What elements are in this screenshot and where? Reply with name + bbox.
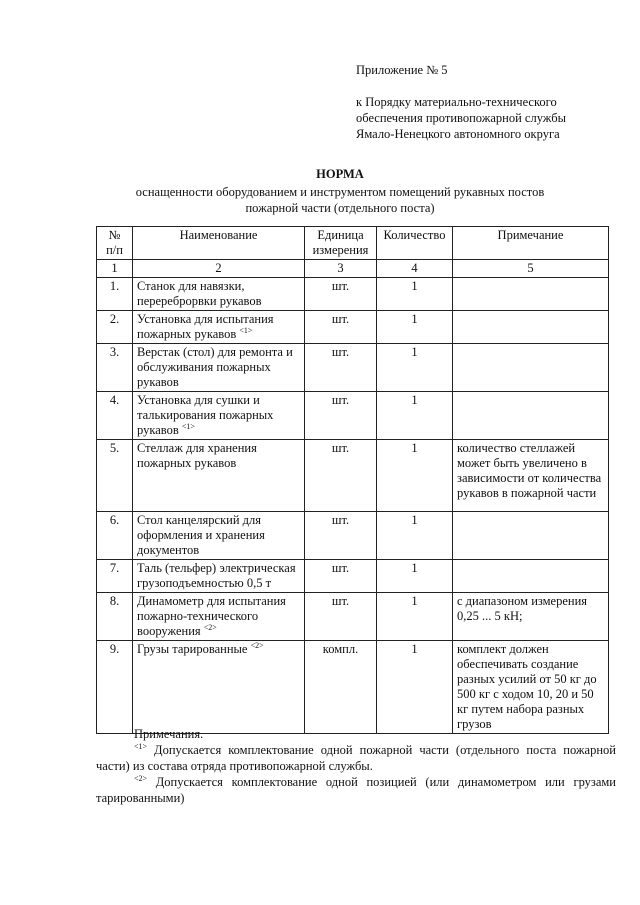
appendix-title: Приложение № 5	[356, 63, 448, 77]
row-unit: шт.	[305, 344, 377, 392]
document-heading	[110, 166, 570, 216]
row-number: 6.	[97, 512, 133, 560]
appendix-block	[356, 62, 566, 142]
row-name: Стол канцелярский для оформления и хранения документов	[133, 512, 305, 560]
row-quantity: 1	[377, 560, 453, 593]
row-note: количество стеллажей может быть увеличено в зависимости от количества рукавов в пожарной части	[453, 440, 609, 512]
appendix-line: обеспечения противопожарной службы	[356, 111, 567, 125]
table-row	[97, 593, 609, 641]
document-subtitle: пожарной части (отдельного поста)	[245, 201, 435, 215]
appendix-line: Ямало-Ненецкого автономного округа	[356, 127, 560, 141]
footnote-marker: <1>	[134, 741, 148, 751]
column-index: 2	[133, 260, 305, 278]
row-quantity: 1	[377, 344, 453, 392]
footnote-marker: <2>	[250, 640, 264, 650]
document-title: НОРМА	[316, 167, 364, 181]
header-unit: Единица измерения	[305, 227, 377, 260]
row-number: 3.	[97, 344, 133, 392]
notes-title: Примечания.	[134, 727, 204, 741]
row-note: с диапазоном измерения 0,25 ... 5 кН;	[453, 593, 609, 641]
footnote-marker: <1>	[181, 421, 195, 431]
row-name: Таль (тельфер) электрическая грузоподъемностью 0,5 т	[133, 560, 305, 593]
table-row	[97, 278, 609, 311]
row-number: 1.	[97, 278, 133, 311]
row-quantity: 1	[377, 278, 453, 311]
column-index: 1	[97, 260, 133, 278]
row-unit: шт.	[305, 392, 377, 440]
row-note	[453, 278, 609, 311]
header-qty: Количество	[377, 227, 453, 260]
row-unit: шт.	[305, 560, 377, 593]
row-quantity: 1	[377, 311, 453, 344]
row-unit: шт.	[305, 440, 377, 512]
row-quantity: 1	[377, 392, 453, 440]
row-quantity: 1	[377, 641, 453, 734]
row-quantity: 1	[377, 440, 453, 512]
row-number: 4.	[97, 392, 133, 440]
row-note: комплект должен обеспечивать создание разных усилий от 50 кг до 500 кг с ходом 10, 20 и 50 кг путем набора разных грузов	[453, 641, 609, 734]
appendix-line: к Порядку материально-технического	[356, 95, 557, 109]
row-unit: компл.	[305, 641, 377, 734]
table-header-row	[97, 227, 609, 260]
row-unit: шт.	[305, 311, 377, 344]
table-row	[97, 311, 609, 344]
row-note	[453, 392, 609, 440]
row-number: 2.	[97, 311, 133, 344]
row-quantity: 1	[377, 593, 453, 641]
row-name: Грузы тарированные $^{<2>}$	[133, 641, 305, 734]
table-row	[97, 560, 609, 593]
column-index: 5	[453, 260, 609, 278]
row-unit: шт.	[305, 593, 377, 641]
table-row	[97, 641, 609, 734]
table-row	[97, 392, 609, 440]
document-subtitle: оснащенности оборудованием и инструментом помещений рукавных постов	[135, 185, 545, 199]
row-name: Станок для навязки, перереброрвки рукавов	[133, 278, 305, 311]
column-index: 4	[377, 260, 453, 278]
row-name: Установка для испытания пожарных рукавов $^{<1>}$	[133, 311, 305, 344]
row-number: 7.	[97, 560, 133, 593]
table-row	[97, 512, 609, 560]
row-note	[453, 560, 609, 593]
row-number: 9.	[97, 641, 133, 734]
note-item: $^{<1>}$ Допускается комплектование одной пожарной части (отдельного поста пожарной части) из состава отряда противопожарной службы.	[96, 741, 616, 773]
row-quantity: 1	[377, 512, 453, 560]
footnote-marker: <2>	[134, 773, 148, 783]
footnote-marker: <1>	[239, 325, 253, 335]
column-index-row	[97, 260, 609, 278]
row-name: Динамометр для испытания пожарно-технического вооружения $^{<2>}$	[133, 593, 305, 641]
row-name: Стеллаж для хранения пожарных рукавов	[133, 440, 305, 512]
row-unit: шт.	[305, 278, 377, 311]
row-note	[453, 512, 609, 560]
table-body	[97, 278, 609, 734]
header-note: Примечание	[453, 227, 609, 260]
row-number: 8.	[97, 593, 133, 641]
column-index: 3	[305, 260, 377, 278]
row-unit: шт.	[305, 512, 377, 560]
row-note	[453, 311, 609, 344]
footnote-marker: <2>	[203, 622, 217, 632]
norm-table	[96, 226, 609, 734]
table-row	[97, 344, 609, 392]
header-name: Наименование	[133, 227, 305, 260]
row-name: Установка для сушки и талькирования пожарных рукавов $^{<1>}$	[133, 392, 305, 440]
row-note	[453, 344, 609, 392]
row-name: Верстак (стол) для ремонта и обслуживания пожарных рукавов	[133, 344, 305, 392]
row-number: 5.	[97, 440, 133, 512]
header-num: № п/п	[97, 227, 133, 260]
note-item: $^{<2>}$ Допускается комплектование одной позицией (или динамометром или грузами тарированными)	[96, 773, 616, 805]
notes-block	[96, 726, 616, 806]
table-row	[97, 440, 609, 512]
